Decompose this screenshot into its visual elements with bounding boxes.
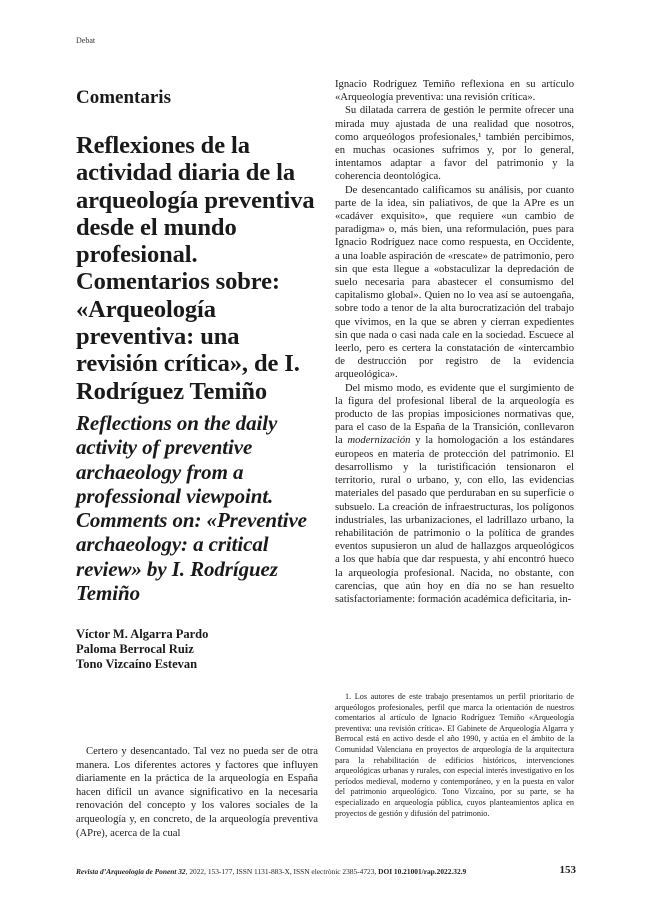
emphasized-term: modernización [347, 435, 411, 447]
author-name: Tono Vizcaíno Estevan [76, 657, 198, 672]
body-paragraph: Ignacio Rodríguez Temiño reflexiona en su artículo «Arqueología preventiva: una revisión crítica». [335, 79, 574, 104]
body-paragraph: Su dilatada carrera de gestión le permite ofrecer una mirada muy ajustada de una realidad que nosotros, como arqueólogos profesionales,¹ también percibimos, en muchas ocasiones sufrimos y, por lo general, intentamos adaptar a favor del patrimonio y la coherencia deontológica. [335, 105, 574, 183]
paragraph-text: y la homologación a los estándares europeos en materia de protección del patrimonio. El desarrollismo y la turistificación tensionaron el territorio, rural o urbano, y, con ello, las evidencias materiales del pasado que perduraban en su superficie o subsuelo. La creación de infraestructuras, los polígonos industriales, las urbanizaciones, el ladrillazo urbano, la rehabilitación de patrimonio o la política de grandes eventos supusieron un alud de hallazgos arqueológicos a los que había que dar respuesta, y ahí encontró hueco la arqueología profesional. Nacida, no obstante, con carencias, que aún hoy en día no se han resuelto satisfactoriamente: formación académica deficitaria, in- [335, 435, 574, 605]
left-column [76, 86, 318, 672]
page-footer [76, 864, 576, 876]
author-list [76, 627, 318, 672]
author-name: Paloma Berrocal Ruiz [76, 642, 194, 657]
citation-info: , 2022, 153-177, ISSN 1131-883-X, ISSN electrònic 2385-4723, [185, 867, 379, 876]
opening-paragraph: Certero y desencantado. Tal vez no pueda ser de otra manera. Los diferentes actores y factores que influyen diariamente en la práctica de la arqueología en España hacen difícil un avance significativo en la necesaria renovación del concepto y los valores sociales de la arqueología y, en concreto, de la arqueología preventiva (APre), acerca de la cual [76, 746, 318, 839]
page-number: 153 [559, 864, 576, 876]
article-title-spanish: Reflexiones de la actividad diaria de la arqueología preventiva desde el mundo profesional. Comentarios sobre: «Arqueología preventiva: una revisión crítica», de I. Rodríguez Temiño [76, 132, 315, 405]
section-label: Debat [76, 36, 96, 45]
section-heading: Comentaris [76, 87, 171, 108]
paragraph-text: Del mismo modo, es evidente que el surgimiento de la figura del profesional liberal de la arqueología es producto de las propias imposiciones normativas que, para el caso de la España de la Transición, conllevaron la [335, 382, 574, 447]
author-name: Víctor M. Algarra Pardo [76, 627, 209, 642]
body-paragraph [335, 382, 574, 606]
body-paragraph: De desencantado calificamos su análisis, por cuanto parte de la idea, sin paliativos, de que la APre es un «cadáver exquisito», que requiere «un cambio de paradigma» o, más bien, una reformulación, pues para Ignacio Rodríguez nace como respuesta, en Occidente, a una loable aspiración de «rescate» de patrimonio, pero sin que esta llegue a «obstaculizar la depredación de suelo necesaria para abastecer el consumismo del capitalismo global». Quien no lo vea así se autoengaña, sobre todo a tenor de la alta burocratización del trabajo que vivimos, en la que se abren y cierran expedientes sin que nada o casi nada cale en la sociedad. Escuece al leerlo, pero es certera la constatación de «intercambio de destrucción por registro de la evidencia arqueológica». [335, 184, 574, 381]
article-title-english: Reflections on the daily activity of preventive archaeology from a professional viewpoint. Comments on: «Preventive archaeology: a critical review» by I. Rodríguez Temiño [76, 410, 307, 606]
journal-name: Revista d’Arqueologia de Ponent 32 [76, 867, 186, 876]
footnote: 1. Los autores de este trabajo presentamos un perfil prioritario de arqueólogos profesionales, perfil que marca la orientación de nuestros comentarios al artículo de Ignacio Rodríguez Temiño «Arqueología preventiva: una revisión crítica». El Gabinete de Arqueología Algarra y Berrocal está en activo desde el año 1990, y actúa en el ámbito de la Comunidad Valenciana en proyectos de arqueología de la arquitectura para la rehabilitación de edificios históricos, intervenciones arqueológicas urbanas y rurales, con especial interés investigativo en los períodos medieval, moderno y contemporáneo, y en la puesta en valor del patrimonio arqueológico. Tono Vizcaíno, por su parte, se ha especializado en arqueología pública, cuyos planteamientos aplica en proyectos de gestión y difusión del patrimonio. [335, 692, 574, 818]
doi-link[interactable]: DOI 10.21001/rap.2022.32.9 [378, 867, 467, 876]
right-column [335, 78, 574, 606]
